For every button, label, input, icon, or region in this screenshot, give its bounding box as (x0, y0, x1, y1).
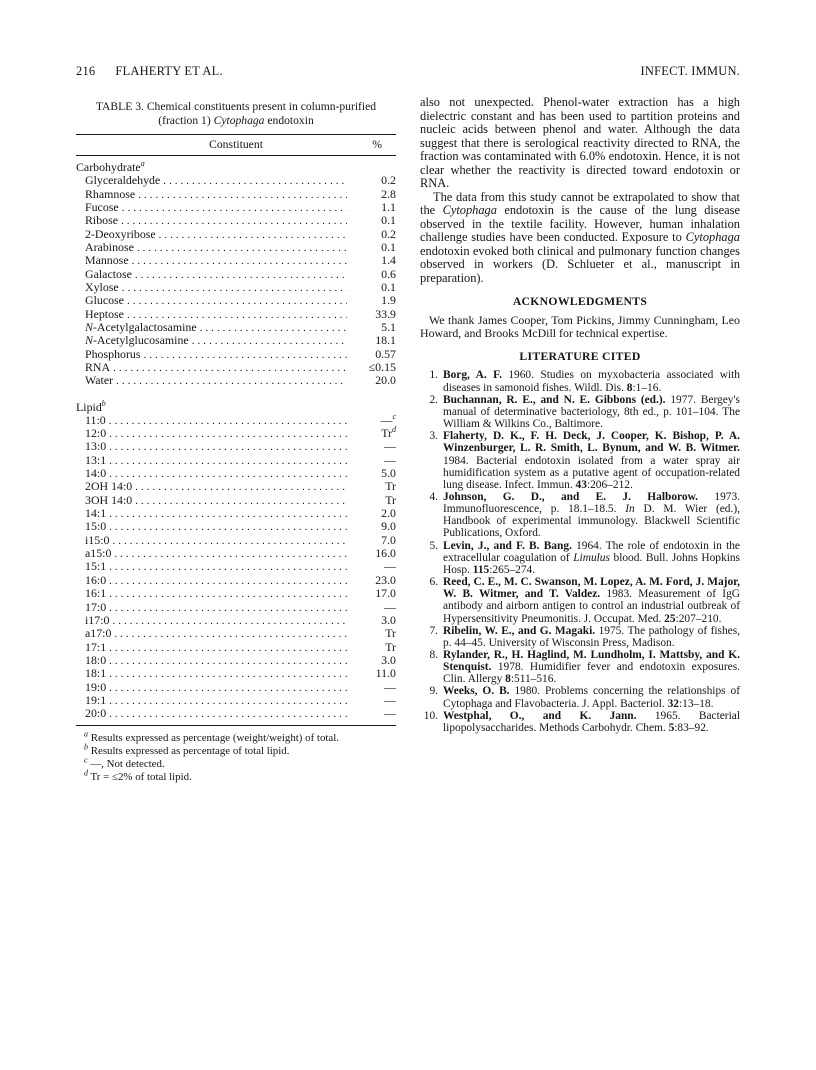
constituent-name: Arabinose (85, 239, 134, 254)
dot-leader (132, 254, 347, 267)
constituent-value: — (384, 706, 396, 721)
reference-text: Ribelin, W. E., and G. Magaki. 1975. The pathology of fishes, p. 44–45. University of Wisconsin Press, Madison. (443, 624, 740, 649)
constituent-value: Tr$^d$ (381, 425, 396, 441)
table-rule-bottom (76, 725, 396, 726)
constituent-value: 17.0 (375, 586, 396, 601)
section-heading-carbohydrate: Carbohydrate$^a$ (76, 159, 145, 175)
table-body (76, 156, 396, 724)
constituent-value: — (384, 559, 396, 574)
table-footnote: $^b$ Results expressed as percentage of total lipid. (84, 742, 290, 757)
constituent-name: 12:0 (85, 426, 107, 441)
reference-text: Weeks, O. B. 1980. Problems concerning the relationships of Cytophaga and Flavobacteria. J. Appl. Bacteriol. 32:13–18. (443, 685, 740, 710)
constituent-value: 0.1 (381, 239, 396, 254)
constituent-value: 0.2 (381, 226, 396, 241)
constituent-name: 3OH 14:0 (85, 492, 133, 507)
table-row (76, 254, 396, 267)
dot-leader (112, 534, 347, 547)
reference-number: 1. (429, 369, 438, 382)
table-row (76, 334, 396, 347)
dot-leader (109, 707, 347, 720)
constituent-value: 11.0 (375, 666, 396, 681)
table-row (76, 348, 396, 361)
table-caption: TABLE 3. Chemical constituents present in column-purified (fraction 1) Cytophaga endotoxin (95, 100, 377, 127)
section-heading-lipid: Lipid$^b$ (76, 398, 106, 414)
dot-leader (192, 334, 347, 347)
table-row (76, 241, 396, 254)
table-row (76, 374, 396, 387)
dot-leader (109, 427, 347, 440)
table-footnotes (76, 728, 396, 784)
table-row (76, 294, 396, 307)
constituent-name: Water (85, 373, 114, 388)
dot-leader (109, 560, 347, 573)
dot-leader (135, 494, 347, 507)
constituent-value: 0.1 (381, 279, 396, 294)
dot-leader (109, 454, 347, 467)
reference-number: 6. (429, 576, 438, 589)
constituent-value: 18.1 (375, 333, 396, 348)
reference-number: 7. (429, 624, 438, 637)
constituent-name: 15:0 (85, 519, 107, 534)
reference-number: 3. (429, 430, 438, 443)
dot-leader (109, 654, 347, 667)
dot-leader (127, 308, 347, 321)
table-row (76, 174, 396, 187)
table-row (76, 587, 396, 600)
dot-leader (109, 601, 347, 614)
constituent-value: 23.0 (375, 572, 396, 587)
dot-leader (121, 214, 347, 227)
dot-leader (109, 574, 347, 587)
reference-item (420, 576, 740, 625)
reference-number: 2. (429, 393, 438, 406)
table-row (76, 560, 396, 573)
constituent-name: Glyceraldehyde (85, 173, 161, 188)
table-footnote: $^d$ Tr = ≤2% of total lipid. (84, 768, 192, 783)
table-header-row (76, 135, 396, 155)
constituent-value: 0.57 (375, 346, 396, 361)
dot-leader (135, 268, 347, 281)
constituent-name: 20:0 (85, 706, 107, 721)
constituent-value: 5.1 (381, 319, 396, 334)
constituent-name: 15:1 (85, 559, 107, 574)
constituent-name: Mannose (85, 253, 129, 268)
dot-leader (113, 361, 347, 374)
reference-text: Buchannan, R. E., and N. E. Gibbons (ed.). 1977. Bergey's manual of determinative bacteriology, 8th ed., p. 101–104. The William & Wilkins Co., Baltimore. (443, 393, 740, 431)
constituent-name: a17:0 (85, 626, 112, 641)
constituent-value: — (384, 692, 396, 707)
reference-item (420, 369, 740, 393)
constituent-value: 3.0 (381, 612, 396, 627)
lipid-rows (76, 411, 396, 721)
table-row (76, 308, 396, 321)
constituent-value: 0.6 (381, 266, 396, 281)
dot-leader (109, 667, 347, 680)
constituent-name: Phosphorus (85, 346, 141, 361)
constituent-name: 14:0 (85, 466, 107, 481)
journal-name: INFECT. IMMUN. (640, 64, 740, 78)
dot-leader (116, 374, 347, 387)
constituent-value: 20.0 (375, 373, 396, 388)
constituent-name: N-Acetylgalactosamine (85, 319, 197, 334)
reference-number: 8. (429, 649, 438, 661)
dot-leader (109, 440, 347, 453)
dot-leader (109, 467, 347, 480)
constituent-value: — (384, 599, 396, 614)
constituent-name: 2OH 14:0 (85, 479, 133, 494)
reference-item (420, 710, 740, 734)
constituent-name: 19:1 (85, 692, 107, 707)
constituent-value: 1.4 (381, 253, 396, 268)
constituent-name: N-Acetylglucosamine (85, 333, 189, 348)
col-header-percent: % (372, 138, 382, 152)
reference-number: 9. (429, 685, 438, 698)
table-row (76, 641, 396, 654)
two-column-body (76, 94, 740, 784)
body-paragraph: also not unexpected. Phenol-water extraction has a high dielectric constant and has been used to partition proteins and nucleic acids between phenol and water. Although the data suggest that there is serological reactivity directed to RNA, the fraction was contaminated with 6.0% endotoxin. Hence, it is not clear whether the reactivity is directed toward endotoxin or RNA. (420, 95, 740, 190)
table-footnote: $^a$ Results expressed as percentage (weight/weight) of total. (84, 728, 340, 744)
table-row (76, 654, 396, 667)
constituent-name: 17:1 (85, 639, 107, 654)
constituent-value: 2.8 (381, 186, 396, 201)
dot-leader (112, 614, 347, 627)
constituent-value: 3.0 (381, 652, 396, 667)
dot-leader (127, 294, 347, 307)
constituent-name: Glucose (85, 293, 124, 308)
constituent-value: 16.0 (375, 546, 396, 561)
dot-leader (114, 547, 347, 560)
reference-text: Flaherty, D. K., F. H. Deck, J. Cooper, K. Bishop, P. A. Winzenburger, L. R. Smith, L. Bynum, and W. B. Witmer. 1984. Bacterial endotoxin isolated from a water spray air humidification system as a putative agent of occupation-related lung disease. Infect. Immun. 43:206–212. (443, 430, 740, 491)
dot-leader (109, 681, 347, 694)
dot-leader (200, 321, 347, 334)
constituent-value: 5.0 (381, 466, 396, 481)
table-row (76, 534, 396, 547)
constituent-name: 11:0 (85, 412, 106, 427)
table-row (76, 480, 396, 493)
dot-leader (109, 507, 347, 520)
constituent-name: a15:0 (85, 546, 112, 561)
table-row (76, 507, 396, 520)
constituent-value: 33.9 (375, 306, 396, 321)
right-column (420, 94, 740, 784)
acknowledgments-heading: ACKNOWLEDGMENTS (512, 295, 648, 308)
reference-item (420, 649, 740, 685)
running-head-left (76, 64, 223, 79)
table-row (76, 520, 396, 533)
table-row (76, 188, 396, 201)
table-row (76, 627, 396, 640)
constituent-value: 1.9 (381, 293, 396, 308)
dot-leader (163, 174, 347, 187)
table-row (76, 228, 396, 241)
table-footnote: $^c$ —, Not detected. (84, 755, 165, 770)
reference-text: Borg, A. F. 1960. Studies on myxobacteria associated with diseases in samonoid fishes. Wildl. Dis. 8:1–16. (443, 369, 740, 394)
body-paragraph: The data from this study cannot be extrapolated to show that the Cytophaga endotoxin is the cause of the lung disease observed in the textile facility. However, human inhalation challenge studies have been conducted. Exposure to Cytophaga endotoxin evoked both clinical and pulmonary function changes observed in workers (D. Schlueter et al., manuscript in preparation). (420, 189, 740, 285)
table-row (76, 681, 396, 694)
constituent-name: Heptose (85, 306, 124, 321)
constituent-value: 0.2 (381, 173, 396, 188)
constituent-name: 13:1 (85, 452, 107, 467)
reference-list (420, 369, 740, 734)
reference-text: Rylander, R., H. Haglind, M. Lundholm, I. Mattsby, and K. Stenquist. 1978. Humidifier fever and endotoxin exposures. Clin. Allergy 8:511–516. (443, 649, 740, 686)
constituent-name: 18:0 (85, 652, 107, 667)
table-row (76, 574, 396, 587)
reference-text: Westphal, O., and K. Jann. 1965. Bacterial lipopolysaccharides. Methods Carbohydr. Chem. 5:83–92. (443, 709, 740, 734)
table-row (76, 214, 396, 227)
table-row (76, 694, 396, 707)
constituent-value: 2.0 (381, 506, 396, 521)
constituent-value: — (384, 452, 396, 467)
dot-leader (137, 241, 347, 254)
table-row (76, 411, 396, 427)
dot-leader (122, 281, 347, 294)
constituent-name: Xylose (85, 279, 119, 294)
constituent-name: Galactose (85, 266, 132, 281)
constituent-value: Tr (385, 639, 396, 654)
reference-item (420, 540, 740, 576)
constituent-value: — (384, 439, 396, 454)
table-row (76, 281, 396, 294)
dot-leader (114, 627, 347, 640)
acknowledgments-text: We thank James Cooper, Tom Pickins, Jimmy Cunningham, Leo Howard, and Brooks McDill for technical expertise. (420, 313, 740, 341)
table-row (76, 614, 396, 627)
dot-leader (109, 641, 347, 654)
reference-item (420, 625, 740, 649)
constituent-value: — (384, 679, 396, 694)
constituent-name: 16:0 (85, 572, 107, 587)
table-row (76, 601, 396, 614)
dot-leader (109, 694, 347, 707)
dot-leader (122, 201, 347, 214)
constituent-value: 0.1 (381, 213, 396, 228)
literature-cited-heading: LITERATURE CITED (519, 350, 641, 364)
carbohydrate-rows (76, 174, 396, 388)
table-row (76, 427, 396, 440)
reference-number: 5. (429, 539, 438, 552)
reference-text: Johnson, G. D., and E. J. Halborow. 1973. Immunofluorescence, p. 18.1–18.5. In D. M. Wier (ed.), Handbook of experimental immunology. Blackwell Scientific Publications, Oxford. (443, 490, 740, 540)
constituent-name: 17:0 (85, 599, 107, 614)
constituent-name: 18:1 (85, 666, 107, 681)
constituent-name: 14:1 (85, 506, 107, 521)
page-number: 216 (76, 64, 96, 78)
reference-item (420, 394, 740, 430)
reference-text: Reed, C. E., M. C. Swanson, M. Lopez, A. M. Ford, J. Major, W. B. Witmer, and T. Valdez. 1983. Measurement of IgG antibody and airborn antigen to control an industrial outbreak of Hypersensitivity Pneumonitis. J. Occupat. Med. 25:207–210. (443, 576, 740, 625)
dot-leader (109, 587, 347, 600)
table-row (76, 201, 396, 214)
table-row (76, 667, 396, 680)
reference-item (420, 491, 740, 540)
col-header-constituent: Constituent (209, 138, 263, 152)
dot-leader (159, 228, 347, 241)
constituent-name: 16:1 (85, 586, 107, 601)
constituent-value: Tr (385, 492, 396, 507)
constituent-name: Fucose (85, 199, 119, 214)
table-row (76, 361, 396, 374)
table-row (76, 321, 396, 334)
dot-leader (135, 480, 347, 493)
constituent-value: 1.1 (381, 199, 396, 214)
constituent-name: i17:0 (85, 612, 110, 627)
table-row (76, 494, 396, 507)
constituent-name: RNA (85, 360, 111, 374)
left-column (76, 94, 396, 784)
dot-leader (109, 414, 347, 427)
dot-leader (109, 520, 347, 533)
constituent-name: i15:0 (85, 532, 110, 547)
reference-text: Levin, J., and F. B. Bang. 1964. The role of endotoxin in the extracellular coagulation of Limulus blood. Bull. Johns Hopkins Hosp. 115:265–274. (443, 539, 740, 576)
constituent-name: Rhamnose (85, 186, 136, 201)
constituent-name: 2-Deoxyribose (85, 226, 156, 241)
reference-item (420, 685, 740, 709)
reference-number: 10. (423, 709, 438, 722)
dot-leader (138, 188, 347, 201)
constituent-name: 13:0 (85, 439, 107, 454)
table-row (76, 268, 396, 281)
constituent-value: Tr (385, 626, 396, 641)
constituent-value: 9.0 (381, 519, 396, 534)
table-row (76, 467, 396, 480)
constituent-value: —$^c$ (380, 411, 396, 427)
table-row (76, 547, 396, 560)
constituent-value: ≤0.15 (368, 360, 396, 374)
running-title: FLAHERTY ET AL. (115, 64, 223, 78)
constituent-name: 19:0 (85, 679, 107, 694)
reference-item (420, 430, 740, 491)
constituent-value: 7.0 (381, 532, 396, 547)
table-row (76, 454, 396, 467)
table-row (76, 707, 396, 720)
constituent-value: Tr (385, 479, 396, 494)
running-head (76, 64, 740, 79)
constituent-name: Ribose (85, 213, 119, 228)
reference-number: 4. (429, 490, 438, 503)
dot-leader (144, 348, 348, 361)
table-row (76, 440, 396, 453)
